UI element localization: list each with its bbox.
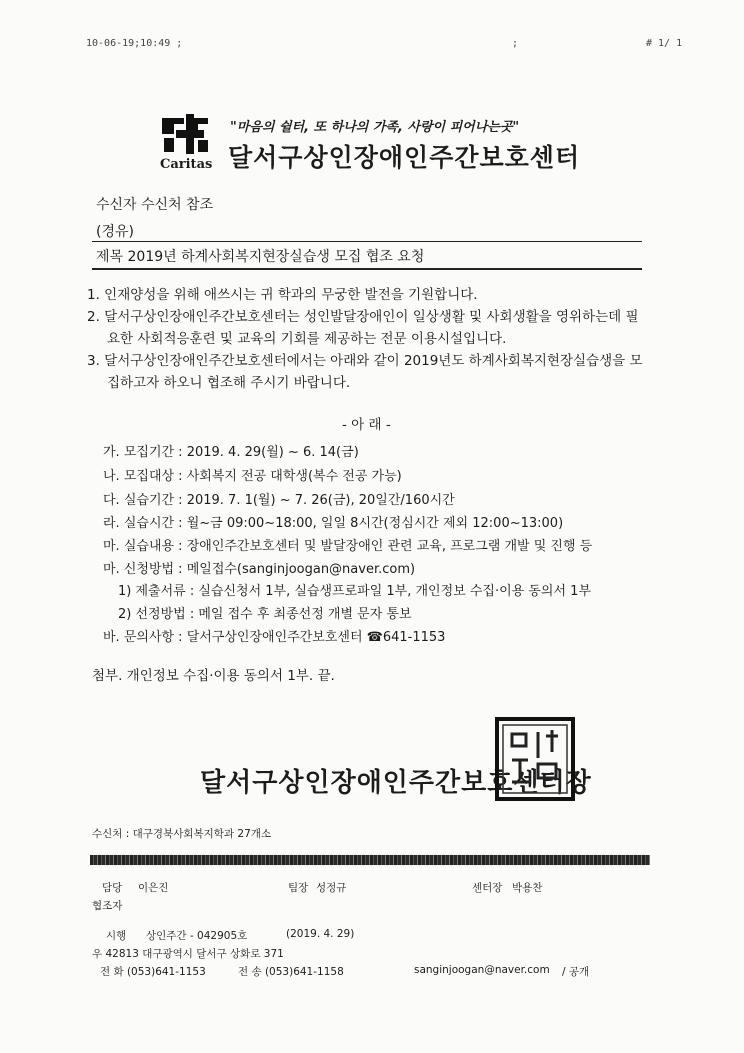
detail-recruit-target: 나. 모집대상 : 사회복지 전공 대학생(복수 전공 가능) <box>103 469 402 484</box>
detail-practice-hours: 라. 실습시간 : 월~금 09:00~18:00, 일일 8시간(정심시간 제외 12:00~13:00) <box>103 516 564 531</box>
subject-divider <box>92 268 642 270</box>
document-date: (2019. 4. 29) <box>286 928 355 940</box>
detail-selection-method: 2) 선정방법 : 메일 접수 후 최종선정 개별 문자 통보 <box>118 607 412 622</box>
attachment-line: 첨부. 개인정보 수집·이용 동의서 1부. 끝. <box>92 668 335 684</box>
detail-practice-content: 마. 실습내용 : 장애인주간보호센터 및 발달장애인 관련 교육, 프로그램 개발 및 진행 등 <box>103 539 593 554</box>
phone: 전 화 (053)641-1153 <box>100 966 206 978</box>
paragraph-3: 3. 달서구상인장애인주간보호센터에서는 아래와 같이 2019년도 하계사회복지현장실습생을 모 <box>87 353 643 369</box>
team-lead-name: 성정규 <box>316 882 347 894</box>
director-label: 센터장 <box>472 882 503 894</box>
email: sanginjoogan@naver.com <box>414 964 550 976</box>
fax-header-datetime: 10-06-19;10:49 ; <box>86 38 183 49</box>
detail-recruit-period: 가. 모집기간 : 2019. 4. 29(월) ~ 6. 14(금) <box>103 445 359 460</box>
subject-line: 제목 2019년 하계사회복지현장실습생 모집 협조 요청 <box>96 249 425 265</box>
below-heading: - 아 래 - <box>342 417 391 433</box>
detail-practice-period: 다. 실습기간 : 2019. 7. 1(월) ~ 7. 26(금), 20일간/160시간 <box>103 493 455 508</box>
caritas-logo-text: Caritas <box>160 157 213 172</box>
detail-inquiry: 바. 문의사항 : 달서구상인장애인주간보호센터 ☎641-1153 <box>103 630 446 645</box>
detail-application-method: 마. 신청방법 : 메일접수(sanginjoogan@naver.com) <box>103 562 416 577</box>
slogan: "마음의 쉴터, 또 하나의 가족, 사랑이 피어나는곳" <box>230 120 520 135</box>
paragraph-2-cont: 요한 사회적응훈련 및 교육의 기회를 제공하는 전문 이용시설입니다. <box>107 331 507 347</box>
paragraph-3-cont: 집하고자 하오니 협조해 주시기 바랍니다. <box>107 375 351 391</box>
manager-name: 이은진 <box>138 882 169 894</box>
manager-label: 담당 <box>102 882 123 894</box>
disclosure: / 공개 <box>562 966 590 978</box>
sender-name: 달서구상인장애인주간보호센터장 <box>200 768 592 798</box>
document-number: 상인주간 - 042905호 <box>146 930 248 942</box>
team-lead-label: 팀장 <box>288 882 309 894</box>
cooperator-label: 협조자 <box>92 900 123 912</box>
via-line: (경유) <box>96 224 134 240</box>
meta-divider <box>92 241 642 242</box>
paragraph-2: 2. 달서구상인장애인주간보호센터는 성인발달장애인이 일상생활 및 사회생활을 영위하는데 필 <box>87 309 639 325</box>
recipients-list: 수신처 : 대구경북사회복지학과 27개소 <box>92 828 272 840</box>
organization-title: 달서구상인장애인주간보호센터 <box>228 143 581 172</box>
official-seal-icon <box>494 716 576 802</box>
recipient-line: 수신자 수신처 참조 <box>96 197 214 213</box>
fax-noise-band <box>90 855 650 865</box>
address: 우 42813 대구광역시 달서구 상화로 371 <box>92 948 284 960</box>
fax-header-separator: ; <box>512 38 519 49</box>
detail-submit-documents: 1) 제출서류 : 실습신청서 1부, 실습생프로파일 1부, 개인정보 수집·이용 동의서 1부 <box>118 584 591 599</box>
director-name: 박용찬 <box>512 882 543 894</box>
enforce-label: 시행 <box>106 930 127 942</box>
fax-header-page: # 1/ 1 <box>646 38 683 49</box>
paragraph-1: 1. 인재양성을 위해 애쓰시는 귀 학과의 무궁한 발전을 기원합니다. <box>87 287 478 303</box>
fax: 전 송 (053)641-1158 <box>238 966 344 978</box>
